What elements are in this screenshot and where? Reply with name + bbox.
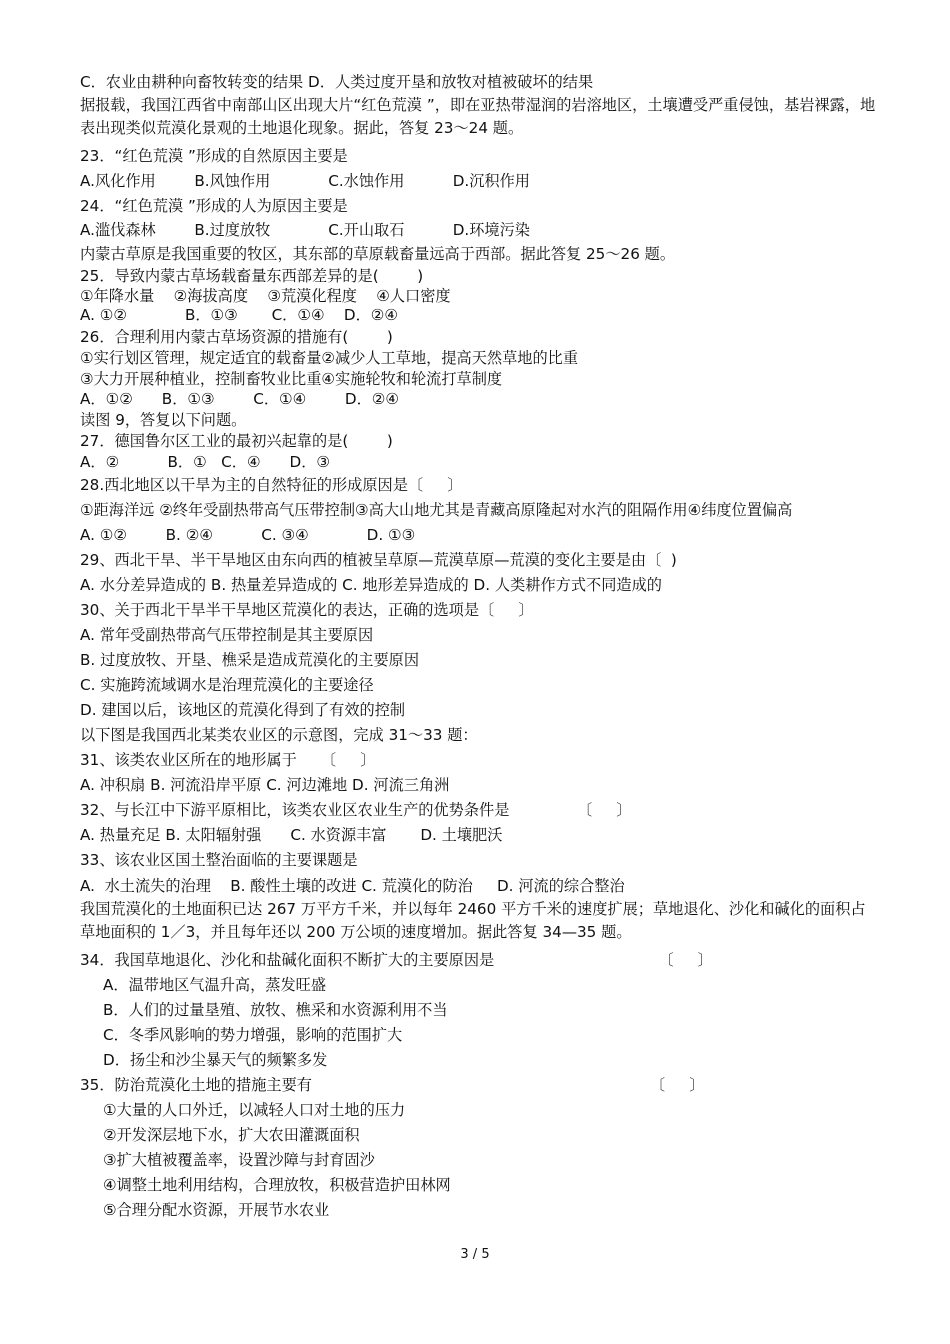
options-27: A．② B．① C．④ D．③	[80, 453, 331, 471]
option-30b: B. 过度放牧、开垦、樵采是造成荒漠化的主要原因	[80, 651, 420, 669]
statements-25: ①年降水量 ②海拔高度 ③荒漠化程度 ④人口密度	[80, 287, 451, 305]
question-28: 28.西北地区以干旱为主的自然特征的形成原因是〔 〕	[80, 476, 463, 494]
statements-26a: ①实行划区管理，规定适宜的载畜量②减少人工草地，提高天然草地的比重	[80, 349, 579, 367]
question-30: 30、关于西北干旱半干旱地区荒漠化的表达，正确的选项是〔 〕	[80, 601, 534, 619]
passage-paragraph: 我国荒漠化的土地面积已达 267 万平方千米，并以每年 2460 平方千米的速度扩展；草地退化、沙化和碱化的面积占草地面积的 1／3，并且每年还以 200 万公顷的速度增加。据此答复 34—35 题。	[80, 900, 866, 941]
question-23: 23．“红色荒漠 ”形成的自然原因主要是	[80, 147, 348, 165]
option-34b: B．人们的过量垦殖、放牧、樵采和水资源利用不当	[103, 1001, 448, 1019]
text-line: C．农业由耕种向畜牧转变的结果 D．人类过度开垦和放牧对植被破坏的结果	[80, 73, 594, 91]
options-23: A.风化作用 B.风蚀作用 C.水蚀作用 D.沉积作用	[80, 172, 530, 190]
options-32: A. 热量充足 B. 太阳辐射强 C. 水资源丰富 D. 土壤肥沃	[80, 826, 503, 844]
option-34d: D．扬尘和沙尘暴天气的频繁多发	[103, 1051, 328, 1069]
question-34: 34．我国草地退化、沙化和盐碱化面积不断扩大的主要原因是 〔 〕	[80, 951, 713, 969]
option-34c: C．冬季风影响的势力增强，影响的范围扩大	[103, 1026, 403, 1044]
question-32: 32、与长江中下游平原相比，该类农业区农业生产的优势条件是 〔 〕	[80, 801, 632, 819]
question-26: 26．合理利用内蒙古草场资源的措施有( )	[80, 328, 393, 346]
options-31: A. 冲积扇 B. 河流沿岸平原 C. 河边滩地 D. 河流三角洲	[80, 776, 450, 794]
options-25: A. ①② B．①③ C．①④ D．②④	[80, 306, 399, 324]
options-33: A. 水土流失的治理 B. 酸性土壤的改进 C. 荒漠化的防治 D. 河流的综合整治	[80, 877, 625, 895]
question-33: 33、该农业区国土整治面临的主要课题是	[80, 851, 358, 869]
option-30a: A. 常年受副热带高气压带控制是其主要原因	[80, 626, 374, 644]
statement-35-3: ③扩大植被覆盖率，设置沙障与封育固沙	[103, 1151, 375, 1169]
statement-35-2: ②开发深层地下水，扩大农田灌溉面积	[103, 1126, 360, 1144]
options-28: A. ①② B. ②④ C. ③④ D. ①③	[80, 526, 416, 544]
statements-26b: ③大力开展种植业，控制畜牧业比重④实施轮牧和轮流打草制度	[80, 370, 503, 388]
statement-35-5: ⑤合理分配水资源，开展节水农业	[103, 1201, 330, 1219]
question-29: 29、西北干旱、半干旱地区由东向西的植被呈草原—荒漠草原—荒漠的变化主要是由〔 )	[80, 551, 677, 569]
options-26: A．①② B．①③ C．①④ D．②④	[80, 390, 399, 408]
options-24: A.滥伐森林 B.过度放牧 C.开山取石 D.环境污染	[80, 221, 530, 239]
page-number: 3 / 5	[460, 1247, 490, 1262]
option-30c: C. 实施跨流域调水是治理荒漠化的主要途径	[80, 676, 374, 694]
options-29: A. 水分差异造成的 B. 热量差异造成的 C. 地形差异造成的 D. 人类耕作方式不同造成的	[80, 576, 662, 594]
question-31: 31、该类农业区所在的地形属于 〔 〕	[80, 751, 376, 769]
question-24: 24．“红色荒漠 ”形成的人为原因主要是	[80, 197, 348, 215]
option-34a: A．温带地区气温升高，蒸发旺盛	[103, 976, 327, 994]
statement-35-1: ①大量的人口外迁，以减轻人口对土地的压力	[103, 1101, 406, 1119]
question-27: 27．德国鲁尔区工业的最初兴起靠的是( )	[80, 432, 393, 450]
passage-line: 以下图是我国西北某类农业区的示意图，完成 31～33 题：	[80, 726, 478, 744]
question-35: 35．防治荒漠化土地的措施主要有 〔 〕	[80, 1076, 705, 1094]
figure-reference: 读图 9，答复以下问题。	[80, 411, 247, 429]
question-25: 25．导致内蒙古草场载畜量东西部差异的是( )	[80, 267, 424, 285]
passage-paragraph: 据报载，我国江西省中南部山区出现大片“红色荒漠 ”，即在亚热带湿润的岩溶地区，土壤遭受严重侵蚀，基岩裸露，地表出现类似荒漠化景观的土地退化现象。据此，答复 23～24 题。	[80, 96, 876, 137]
option-30d: D. 建国以后，该地区的荒漠化得到了有效的控制	[80, 701, 406, 719]
statements-28: ①距海洋远 ②终年受副热带高气压带控制③高大山地尤其是青藏高原隆起对水汽的阻隔作用④纬度位置偏高	[80, 501, 793, 519]
passage-line: 内蒙古草原是我国重要的牧区，其东部的草原载畜量远高于西部。据此答复 25～26 题。	[80, 245, 676, 263]
statement-35-4: ④调整土地利用结构，合理放牧，积极营造护田林网	[103, 1176, 451, 1194]
